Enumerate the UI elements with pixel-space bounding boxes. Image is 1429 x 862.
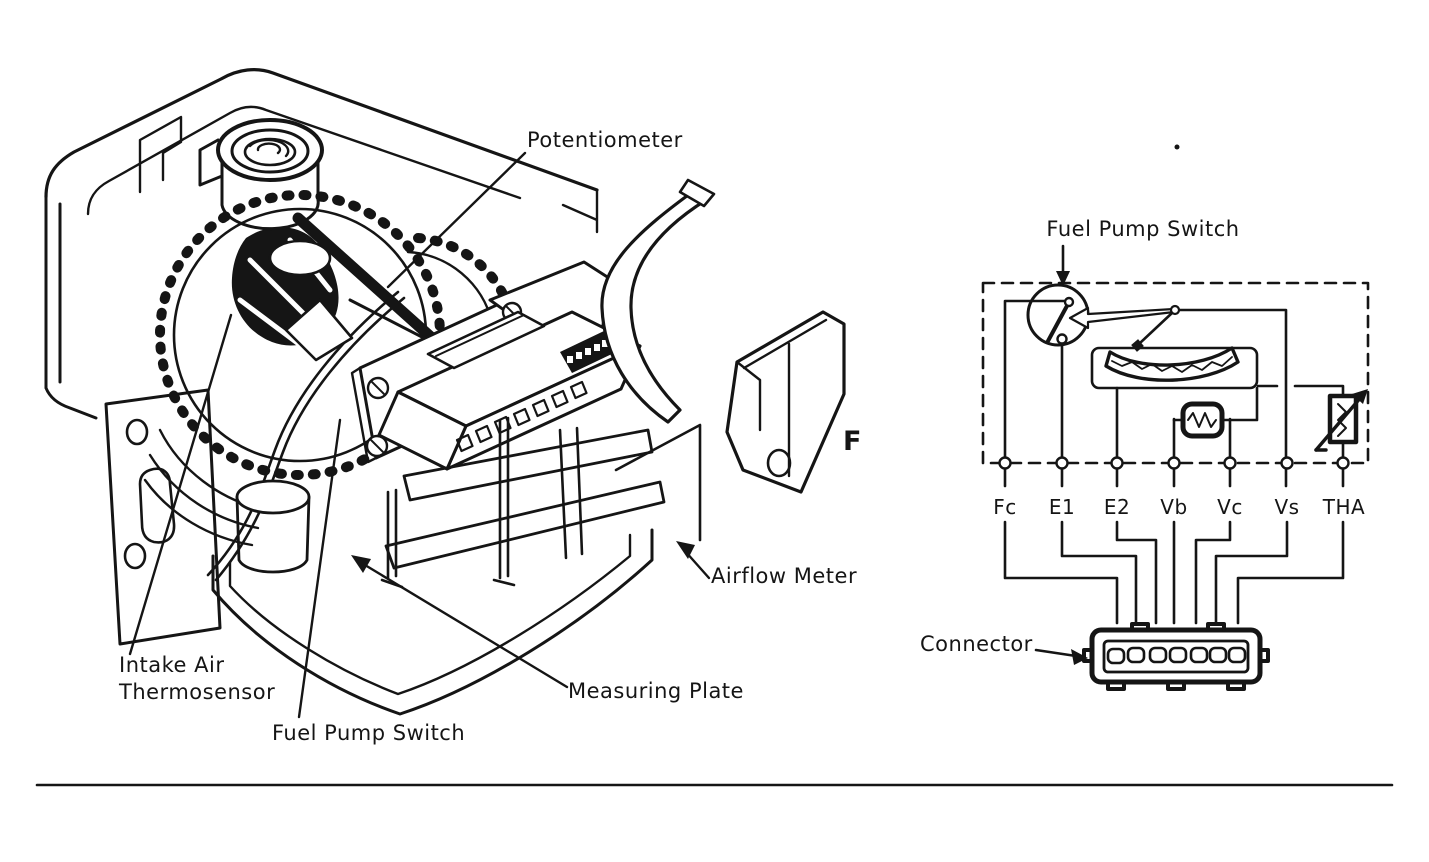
terminal-e2 — [1112, 458, 1123, 469]
terminal-e1 — [1057, 458, 1068, 469]
measuring-plate-label: Measuring Plate — [568, 679, 744, 703]
terminal-label-vc: Vc — [1217, 495, 1243, 519]
terminal-label-e1: E1 — [1048, 495, 1076, 519]
leader-line-potentiometer — [388, 153, 525, 287]
terminal-label-vb: Vb — [1160, 495, 1188, 519]
housing-outer-rim — [46, 70, 597, 197]
view-letter: F — [843, 426, 862, 457]
wire-vc — [1196, 419, 1230, 623]
connector-label: Connector — [920, 632, 1033, 656]
thermistor-symbol — [1316, 389, 1368, 450]
airflow-meter-arrowhead — [676, 541, 695, 559]
wire-e1 — [1062, 343, 1136, 623]
ink-speck — [1175, 145, 1180, 150]
airflow-meter-cutaway — [46, 70, 862, 745]
connector-label-arrow — [1036, 650, 1076, 656]
wire-tha — [1238, 442, 1343, 623]
fuel-pump-switch-label: Fuel Pump Switch — [272, 721, 466, 745]
potentiometer-symbol — [1070, 306, 1257, 388]
measuring-plate-arrowhead — [351, 555, 371, 573]
terminal-tha — [1338, 458, 1349, 469]
terminal-label-e2: E2 — [1103, 495, 1131, 519]
side-flange-plate — [106, 390, 220, 644]
intake-air-thermosensor-label-line1: Intake Air — [119, 653, 225, 677]
terminal-fc — [1000, 458, 1011, 469]
intake-air-thermosensor-label-line2: Thermosensor — [119, 680, 276, 704]
cam-disc — [270, 241, 330, 275]
terminal-label-fc: Fc — [993, 495, 1017, 519]
screw-icon — [368, 378, 388, 398]
housing-wall-notch — [140, 117, 181, 192]
potentiometer-label: Potentiometer — [527, 128, 683, 152]
housing-top-right-step — [563, 190, 597, 232]
terminal-vc — [1225, 458, 1236, 469]
airflow-meter-label: Airflow Meter — [711, 564, 858, 588]
resistor-symbol — [1174, 388, 1257, 436]
leader-line-fuel-pump-switch — [299, 420, 340, 717]
terminal-label-tha: THA — [1322, 495, 1366, 519]
housing-left-wall — [46, 197, 96, 418]
circuit-fuel-pump-switch-label: Fuel Pump Switch — [1046, 217, 1240, 241]
connector-symbol — [1084, 624, 1268, 689]
terminal-label-vs: Vs — [1274, 495, 1300, 519]
circuit-diagram — [920, 145, 1368, 690]
terminal-vs — [1282, 458, 1293, 469]
terminal-vb — [1169, 458, 1180, 469]
connector-shell — [1092, 630, 1260, 682]
wiper-arm — [1140, 313, 1172, 343]
mounting-bracket — [727, 312, 844, 492]
